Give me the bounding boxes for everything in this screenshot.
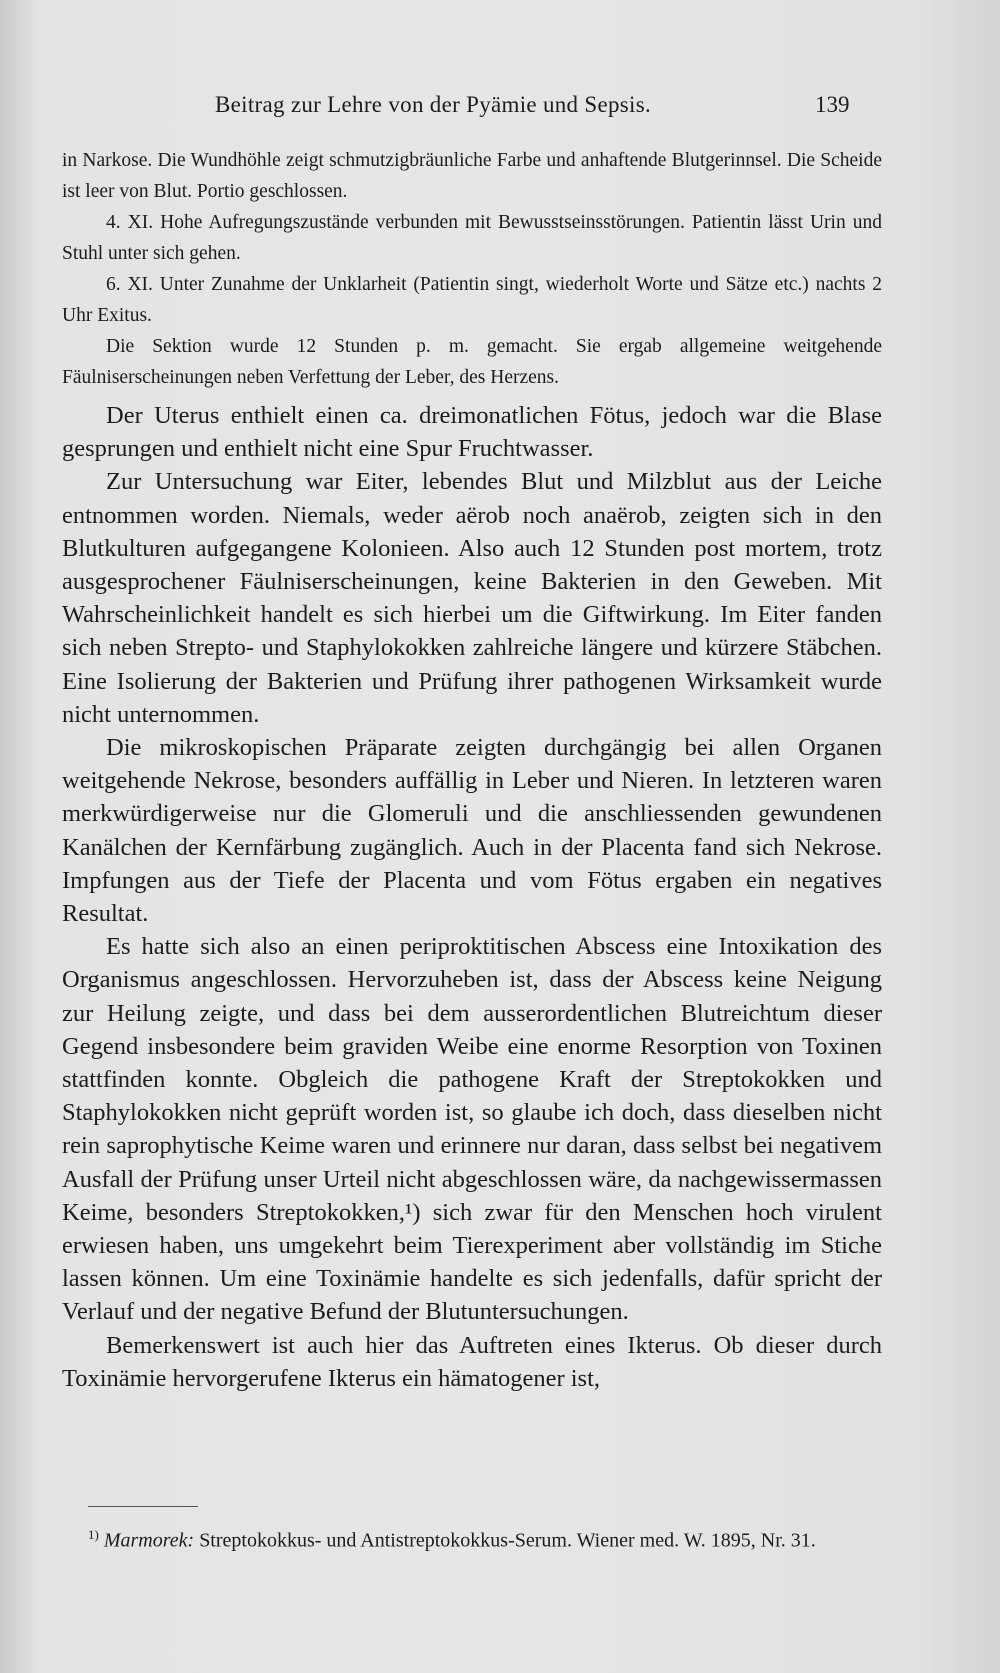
- paragraph: Der Uterus enthielt einen ca. dreimonatlichen Fötus, jedoch war die Blase gesprungen und enthielt nicht eine Spur Fruchtwasser.: [62, 402, 882, 463]
- body-text: [62, 399, 882, 1395]
- paragraph: Zur Untersuchung war Eiter, lebendes Blut und Milzblut aus der Leiche entnommen worden. Niemals, weder aërob noch anaërob, zeigten sich in den Blutkulturen aufgegangene Kolonieen. Also auch 12 Stunden post mortem, trotz ausgesprochener Fäulniserscheinungen, keine Bakterien in den Geweben. Mit Wahrscheinlichkeit handelt es sich hierbei um die Giftwirkung. Im Eiter fanden sich neben Strepto- und Staphylokokken zahlreiche längere und kürzere Stäbchen. Eine Isolierung der Bakterien und Prüfung ihrer pathogenen Wirksamkeit wurde nicht unternommen.: [62, 468, 882, 728]
- case-notes: [62, 145, 882, 393]
- running-title: Beitrag zur Lehre von der Pyämie und Sepsis.: [215, 92, 652, 117]
- running-head: [0, 92, 1000, 132]
- case-note: 6. XI. Unter Zunahme der Unklarheit (Patientin singt, wiederholt Worte und Sätze etc.) nachts 2 Uhr Exitus.: [62, 274, 882, 326]
- paragraph: Bemerkenswert ist auch hier das Auftreten eines Ikterus. Ob dieser durch Toxinämie hervorgerufene Ikterus ein hämatogener ist,: [62, 1331, 882, 1392]
- paragraph: Die mikroskopischen Präparate zeigten durchgängig bei allen Organen weitgehende Nekrose, besonders auffällig in Leber und Nieren. In letzteren waren merkwürdigerweise nur die Glomeruli und die anschliessenden gewundenen Kanälchen der Kernfärbung zugänglich. Auch in der Placenta fand sich Nekrose. Impfungen aus der Tiefe der Placenta und vom Fötus ergaben ein negatives Resultat.: [62, 734, 882, 928]
- footnote-marker: 1): [88, 1527, 99, 1542]
- case-note: Die Sektion wurde 12 Stunden p. m. gemacht. Sie ergab allgemeine weitgehende Fäulniserscheinungen neben Verfettung der Leber, des Herzens.: [62, 336, 882, 388]
- footnote-author: Marmorek:: [103, 1529, 195, 1552]
- case-note: 4. XI. Hohe Aufregungszustände verbunden mit Bewusstseinsstörungen. Patientin lässt Urin und Stuhl unter sich gehen.: [62, 212, 882, 264]
- main-text: [62, 145, 882, 1395]
- case-note: in Narkose. Die Wundhöhle zeigt schmutzigbräunliche Farbe und anhaftende Blutgerinnsel. Die Scheide ist leer von Blut. Portio geschlossen.: [62, 150, 882, 202]
- page-number: 139: [815, 92, 850, 117]
- footnote-text: Streptokokkus- und Antistreptokokkus-Serum. Wiener med. W. 1895, Nr. 31.: [199, 1529, 816, 1552]
- footnote-divider: [88, 1506, 198, 1507]
- footnote: [88, 1520, 888, 1556]
- paragraph: Es hatte sich also an einen periproktitischen Abscess eine Intoxikation des Organismus angeschlossen. Hervorzuheben ist, dass der Abscess keine Neigung zur Heilung zeigte, und dass bei dem ausserordentlichen Blutreichtum dieser Gegend insbesondere beim graviden Weibe eine enorme Resorption von Toxinen stattfinden konnte. Obgleich die pathogene Kraft der Streptokokken und Staphylokokken nicht geprüft worden ist, so glaube ich doch, dass dieselben nicht rein saprophytische Keime waren und erinnere nur daran, dass selbst bei negativem Ausfall der Prüfung unser Urteil nicht abgeschlossen wäre, da nachgewissermassen Keime, besonders Streptokokken,¹) sich zwar für den Menschen hoch virulent erwiesen haben, uns umgekehrt beim Tierexperiment aber vollständig im Stiche lassen können. Um eine Toxinämie handelte es sich jedenfalls, dafür spricht der Verlauf und der negative Befund der Blutuntersuchungen.: [62, 933, 882, 1326]
